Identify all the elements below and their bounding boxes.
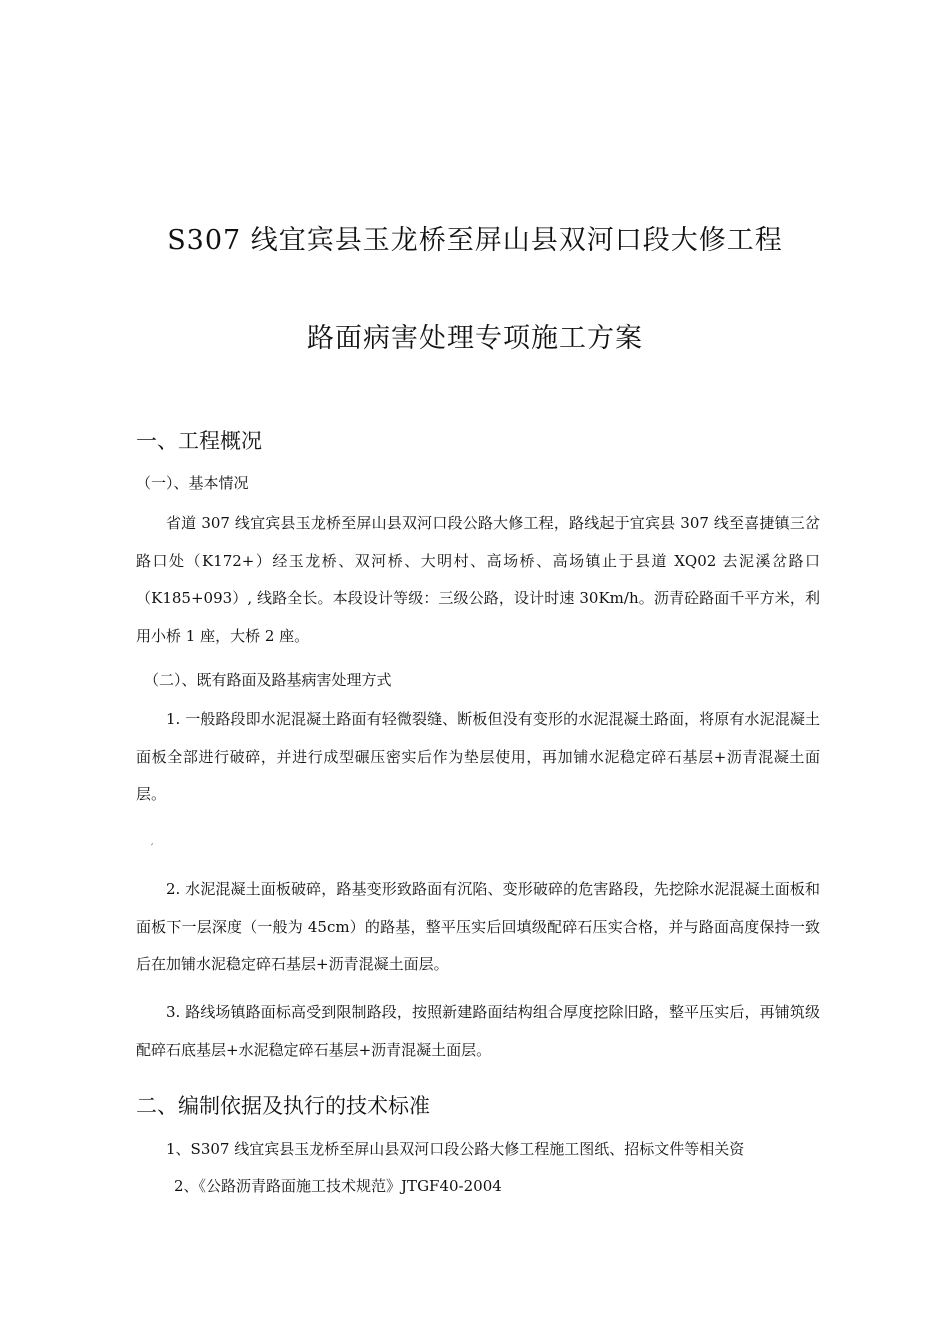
section1-sub1-paragraph: 省道 307 线宜宾县玉龙桥至屏山县双河口段公路大修工程，路线起于宜宾县 307 线至喜捷镇三岔路口处（K172+）经玉龙桥、双河桥、大明村、高场桥、高场镇止于县道 XQ02 去泥溪岔路口（K185+093）, 线路全长。本段设计等级：三级公路，设计时速 30Km/h。沥青砼路面千平方米，利用小桥 1 座，大桥 2 座。 — [136, 514, 820, 645]
document-title-line1: S307 线宜宾县玉龙桥至屏山县双河口段大修工程 — [167, 225, 783, 256]
stray-mark: ′ — [151, 843, 154, 854]
section2-item1: 1、S307 线宜宾县玉龙桥至屏山县双河口段公路大修工程施工图纸、招标文件等相关资 — [166, 1140, 745, 1158]
section1-sub2-heading: （二）、既有路面及路基病害处理方式 — [144, 671, 392, 689]
section1-sub2-item1: 1. 一般路段即水泥混凝土路面有轻微裂缝、断板但没有变形的水泥混凝土路面，将原有水泥混凝土面板全部进行破碎，并进行成型碾压密实后作为垫层使用，再加铺水泥稳定碎石基层+沥青混凝土面层。 — [136, 710, 820, 803]
section2-item2: 2、《公路沥青路面施工技术规范》JTGF40-2004 — [174, 1177, 502, 1195]
section1-heading: 一、工程概况 — [136, 429, 262, 453]
document-title-line2: 路面病害处理专项施工方案 — [307, 323, 643, 354]
section1-sub2-item2: 2. 水泥混凝土面板破碎，路基变形致路面有沉陷、变形破碎的危害路段，先挖除水泥混凝土面板和面板下一层深度（一般为 45cm）的路基，整平压实后回填级配碎石压实合格，并与路面高度保持一致后在加铺水泥稳定碎石基层+沥青混凝土面层。 — [136, 880, 820, 973]
section1-sub1-heading: （一）、基本情况 — [136, 474, 249, 492]
section2-heading: 二、编制依据及执行的技术标准 — [136, 1094, 430, 1118]
section1-sub2-item3: 3. 路线场镇路面标高受到限制路段，按照新建路面结构组合厚度挖除旧路，整平压实后，再铺筑级配碎石底基层+水泥稳定碎石基层+沥青混凝土面层。 — [136, 1003, 820, 1059]
